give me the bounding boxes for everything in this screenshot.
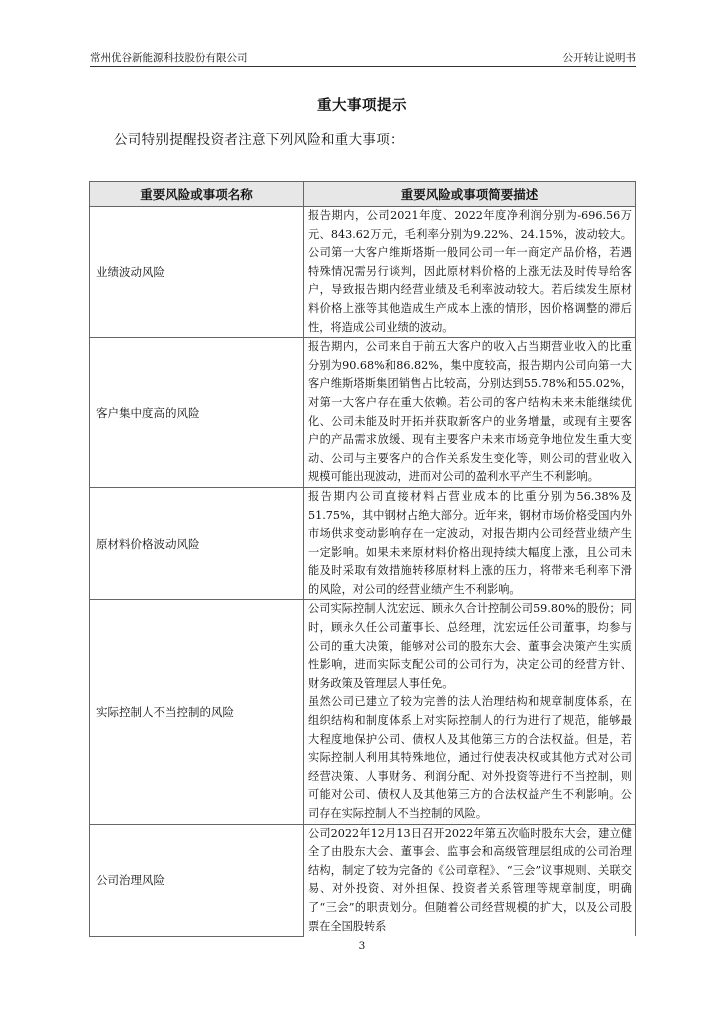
table-row [90,824,636,936]
desc-paragraph: 报告期内，公司来自于前五大客户的收入占当期营业收入的比重分别为90.68%和86.82%，集中度较高，报告期内公司向第一大客户维斯塔斯集团销售占比较高，分别达到55.78%和55.02%，对第一大客户存在重大依赖。若公司的客户结构未来未能继续优化、公司未能及时开拓并获取新客户的业务增量，或现有主要客户的产品需求放缓、现有主要客户未来市场竞争地位发生重大变动、公司与主要客户的合作关系发生变化等，则公司的营业收入规模可能出现波动，进而对公司的盈利水平产生不利影响。 [308,340,632,484]
risk-name: 客户集中度高的风险 [90,338,304,488]
col-header-name: 重要风险或事项名称 [90,182,304,207]
page-number: 3 [358,940,366,952]
table-row [90,338,636,488]
risk-table [89,181,636,937]
intro-text: 公司特别提醒投资者注意下列风险和重大事项： [114,132,404,148]
risk-name: 公司治理风险 [90,824,304,936]
risk-description [304,338,636,488]
risk-name: 业绩波动风险 [90,207,304,338]
desc-paragraph: 公司2022年12月13日召开2022年第五次临时股东大会，建立健全了由股东大会、董事会、监事会和高级管理层组成的公司治理结构，制定了较为完备的《公司章程》、“三会”议事规则、关联交易、对外投资、对外担保、投资者关系管理等规章制度，明确了“三会”的职责划分。但随着公司经营规模的扩大，以及公司股票在全国股转系 [308,826,632,933]
header-doc-type: 公开转让说明书 [562,52,636,64]
desc-paragraph: 公司实际控制人沈宏远、顾永久合计控制公司59.80%的股份；同时，顾永久任公司董事长、总经理，沈宏远任公司董事，均参与公司的重大决策，能够对公司的股东大会、董事会决策产生实质性影响，进而实际支配公司的公司行为，决定公司的经营方针、财务政策及管理层人事任免。 [308,602,632,690]
risk-name: 实际控制人不当控制的风险 [90,600,304,824]
risk-description [304,207,636,338]
table-row [90,207,636,338]
col-header-desc: 重要风险或事项简要描述 [304,182,636,207]
header-company: 常州优谷新能源科技股份有限公司 [90,52,248,64]
risk-description [304,824,636,936]
risk-description [304,487,636,600]
desc-paragraph: 虽然公司已建立了较为完善的法人治理结构和规章制度体系，在组织结构和制度体系上对实际控制人的行为进行了规范，能够最大程度地保护公司、债权人及其他第三方的合法权益。但是，若实际控制人利用其特殊地位，通过行使表决权或其他方式对公司经营决策、人事财务、利润分配、对外投资等进行不当控制，则可能对公司、债权人及其他第三方的合法权益产生不利影响。公司存在实际控制人不当控制的风险。 [308,695,632,820]
risk-name: 原材料价格波动风险 [90,487,304,600]
desc-paragraph: 报告期内，公司2021年度、2022年度净利润分别为-696.56万元、843.62万元，毛利率分别为9.22%、24.15%，波动较大。公司第一大客户维斯塔斯一般同公司一年一商定产品价格，若遇特殊情况需另行谈判，因此原材料价格的上涨无法及时传导给客户，导致报告期内经营业绩及毛利率波动较大。若后续发生原材料价格上涨等其他造成生产成本上涨的情形，因价格调整的滞后性，将造成公司业绩的波动。 [308,209,632,334]
table-header-row [90,182,636,207]
table-row [90,487,636,600]
page-header [90,50,636,67]
risk-description [304,600,636,824]
page-title: 重大事项提示 [317,98,407,114]
desc-paragraph: 报告期内公司直接材料占营业成本的比重分别为56.38%及51.75%，其中钢材占绝大部分。近年来，钢材市场价格受国内外市场供求变动影响存在一定波动，对报告期内公司经营业绩产生一定影响。如果未来原材料价格出现持续大幅度上涨，且公司未能及时采取有效措施转移原材料上涨的压力，将带来毛利率下滑的风险，对公司的经营业绩产生不利影响。 [308,489,632,596]
table-row [90,600,636,824]
